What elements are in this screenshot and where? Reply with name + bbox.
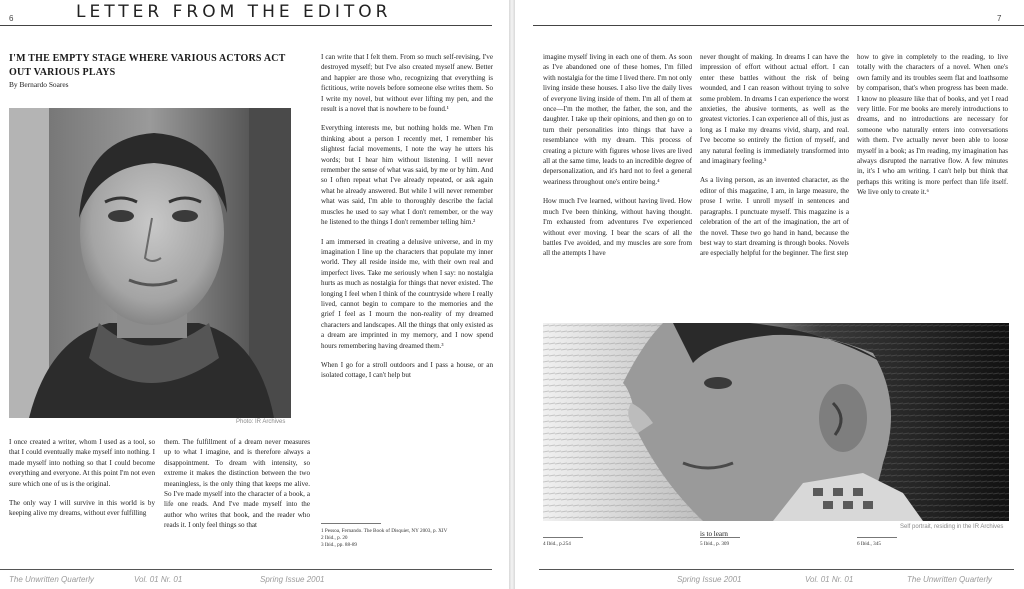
article-column-6: [857, 52, 1008, 207]
footnote-5: 5 Ibid., p. 309: [700, 541, 730, 547]
paragraph: I am immersed in creating a delusive universe, and in my imagination I line up the characters that populate my inner world. They all reside inside me, with their own real and imperfect lives. Take me seriously when I say: no nostalgia hurts as much as nostalgia for things that never existed. The longing I feel when I think of the countryside where I really lived, cannot begin to compare to the memories and the grief I feel as I mourn the non-reality of my dreamed characters and landscapes. All the things that only existed as a dream are imprinted in my memory, and I now spend hours remembering having dreamed them.³: [321, 237, 493, 350]
footnote-rule: [321, 523, 381, 524]
article-byline: By Bernardo Soares: [9, 80, 69, 89]
paragraph: I once created a writer, whom I used as a tool, so that I could eventually make myself into nothing. I made myself into nothing so that I could become everything and everyone. At this point I'm not even sure which one of us is the original.: [9, 438, 155, 488]
footer-issue: Spring Issue 2001: [260, 575, 325, 584]
paragraph: When I go for a stroll outdoors and I pass a house, or an isolated cottage, I can't help but: [321, 360, 493, 380]
paragraph: imagine myself living in each one of them. As soon as I've abandoned one of these homes, I'm filled with nostalgia for the time I lived there. I'm not only living inside these houses. I also live the daily lives of everyone living inside of them. I'm all of them at once—I'm the mother, the father, the son, and the daughter. I take up their opinions, and then go on to turn their personalities into things that have a resemblance with my dream. This process of creating a picture with figures whose lives are lived all at the same time, leads to an incredible degree of depersonalization, and it's hard not to feel a general weariness throughout one's entire being.⁴: [543, 53, 692, 186]
article-column-2: [164, 437, 310, 540]
footnote-4: 4 Ibid., p.254: [543, 541, 571, 547]
paragraph: Everything interests me, but nothing holds me. When I'm thinking about a person I recently met, I remember his slightest facial movements, I note the way he utters his words; but I hear him without listening. I will never remember the sense of what was said, by me or by him. And so I often repeat what I've already repeated, or ask again what he already answered. But while I will never remember what was said, I'm able to thoroughly describe the facial muscles he used to say what I don't remember, or the way he listened to the things I don't remember telling him.²: [321, 124, 493, 227]
paragraph: I can write that I felt them. From so much self-revising, I've destroyed myself; but I've also created myself anew. Better and happier are those who, recognizing that everything is fictitious, write novels before someone else writes them. So I write my novel, but without ever lifting my pen, and the result is a novel that is nowhere to be found.¹: [321, 53, 493, 114]
photo-credit-right: Self portrait, residing in the IR Archives: [900, 524, 1004, 530]
paragraph: how to give in completely to the reading, to live totally with the characters of a novel. When one's own family and its troubles seem flat and loathsome by comparison, that's when progress has been made. I know no pleasure like that of books, and yet I read very little. For me books are merely introductions to dreams, and no introductions are necessary for someone who naturally enters into conversations with them. I've actually never been able to loose myself in a book; as I'm reading, my imagination has always disrupted the narrative flow. A few minutes in, it's I who am writing. I can't help but think that perhaps this writing is more perfect than life itself. We live only to create it.⁶: [857, 53, 1008, 197]
right-page: [515, 0, 1024, 589]
footnote-3: 3 Ibid., pp. 88-89: [321, 542, 358, 548]
section-header-title: LETTER FROM THE EDITOR: [76, 2, 392, 22]
article-column-3: [321, 52, 493, 390]
footer-rule: [539, 569, 1014, 570]
paragraph: How much I've learned, without having lived. How much I've been thinking, without having thought. I'm exhausted from adventures I've experienced without ever moving. I bear the scars of all the battles I've avoided, and my muscles are sore from all the attempts I have: [543, 197, 692, 258]
footer-issue: Spring Issue 2001: [677, 575, 742, 584]
page-number-right: 7: [997, 14, 1002, 23]
footnote-rule: [857, 537, 897, 538]
footer-rule: [0, 569, 492, 570]
footnote-2: 2 Ibid., p. 20: [321, 535, 348, 541]
paragraph: them. The fulfillment of a dream never measures up to what I imagine, and is therefore always a disappointment. To dream with intensity, so extreme it makes the distinction between the two meaningless, is the only thing that keeps me alive. So I've made myself into the character of a book, a life one reads. And I've made myself into the author who writes that book, and the reader who reads it. I only feel things so that: [164, 438, 310, 530]
author-portrait-photo: [9, 108, 291, 418]
footer-publication: The Unwritten Quarterly: [907, 575, 992, 584]
footnote-6: 6 Ibid., 345: [857, 541, 881, 547]
left-page: [0, 0, 509, 589]
column-continuation-text: is to learn: [700, 530, 728, 538]
footnote-rule: [543, 537, 583, 538]
paragraph: The only way I will survive in this world is by keeping alive my dreams, without ever fulfilling: [9, 499, 155, 518]
article-headline: I'M THE EMPTY STAGE WHERE VARIOUS ACTORS ACT OUT VARIOUS PLAYS: [9, 53, 286, 78]
painting-illustration: [543, 323, 1009, 521]
article-column-5: [700, 52, 849, 268]
header-rule: [0, 25, 492, 26]
article-column-4: [543, 52, 692, 268]
footer-publication: The Unwritten Quarterly: [9, 575, 94, 584]
header-rule: [533, 25, 1024, 26]
article-column-1: [9, 437, 155, 528]
portrait-illustration: [9, 108, 291, 418]
page-number-left: 6: [9, 14, 14, 23]
photo-credit-left: Photo: IR Archives: [236, 419, 286, 425]
footnote-rule: [700, 537, 740, 538]
paragraph: As a living person, as an invented character, as the editor of this magazine, I am, in large measure, the prose I write. I unroll myself in sentences and paragraphs. I punctuate myself. This magazine is a celebration of the art of the imagination, the art of the novel. These two go hand in hand, because the best way to start dreaming is through books. Novels are especially helpful for the beginner. The first step: [700, 176, 849, 258]
footer-volume: Vol. 01 Nr. 01: [134, 575, 183, 584]
footer-volume: Vol. 01 Nr. 01: [805, 575, 854, 584]
paragraph: never thought of making. In dreams I can have the impression of effort without actual effort. I can enter these battles without the risk of being wounded, and I can reason without trying to solve some problem. In dreams I can experience the worst anxieties, the abusive torments, as well as the greatest victories. I can experience all of this, just as long as I make my dreams vivid, sharp, and real. I've become so entirely the fiction of myself, and any natural feeling is immediately transformed into and imaginary feeling.⁵: [700, 53, 849, 166]
footnote-1: 1 Pessoa, Fernando. The Book of Disquiet, NY 2003, p. XIV: [321, 528, 448, 534]
self-portrait-painting: [543, 323, 1009, 521]
